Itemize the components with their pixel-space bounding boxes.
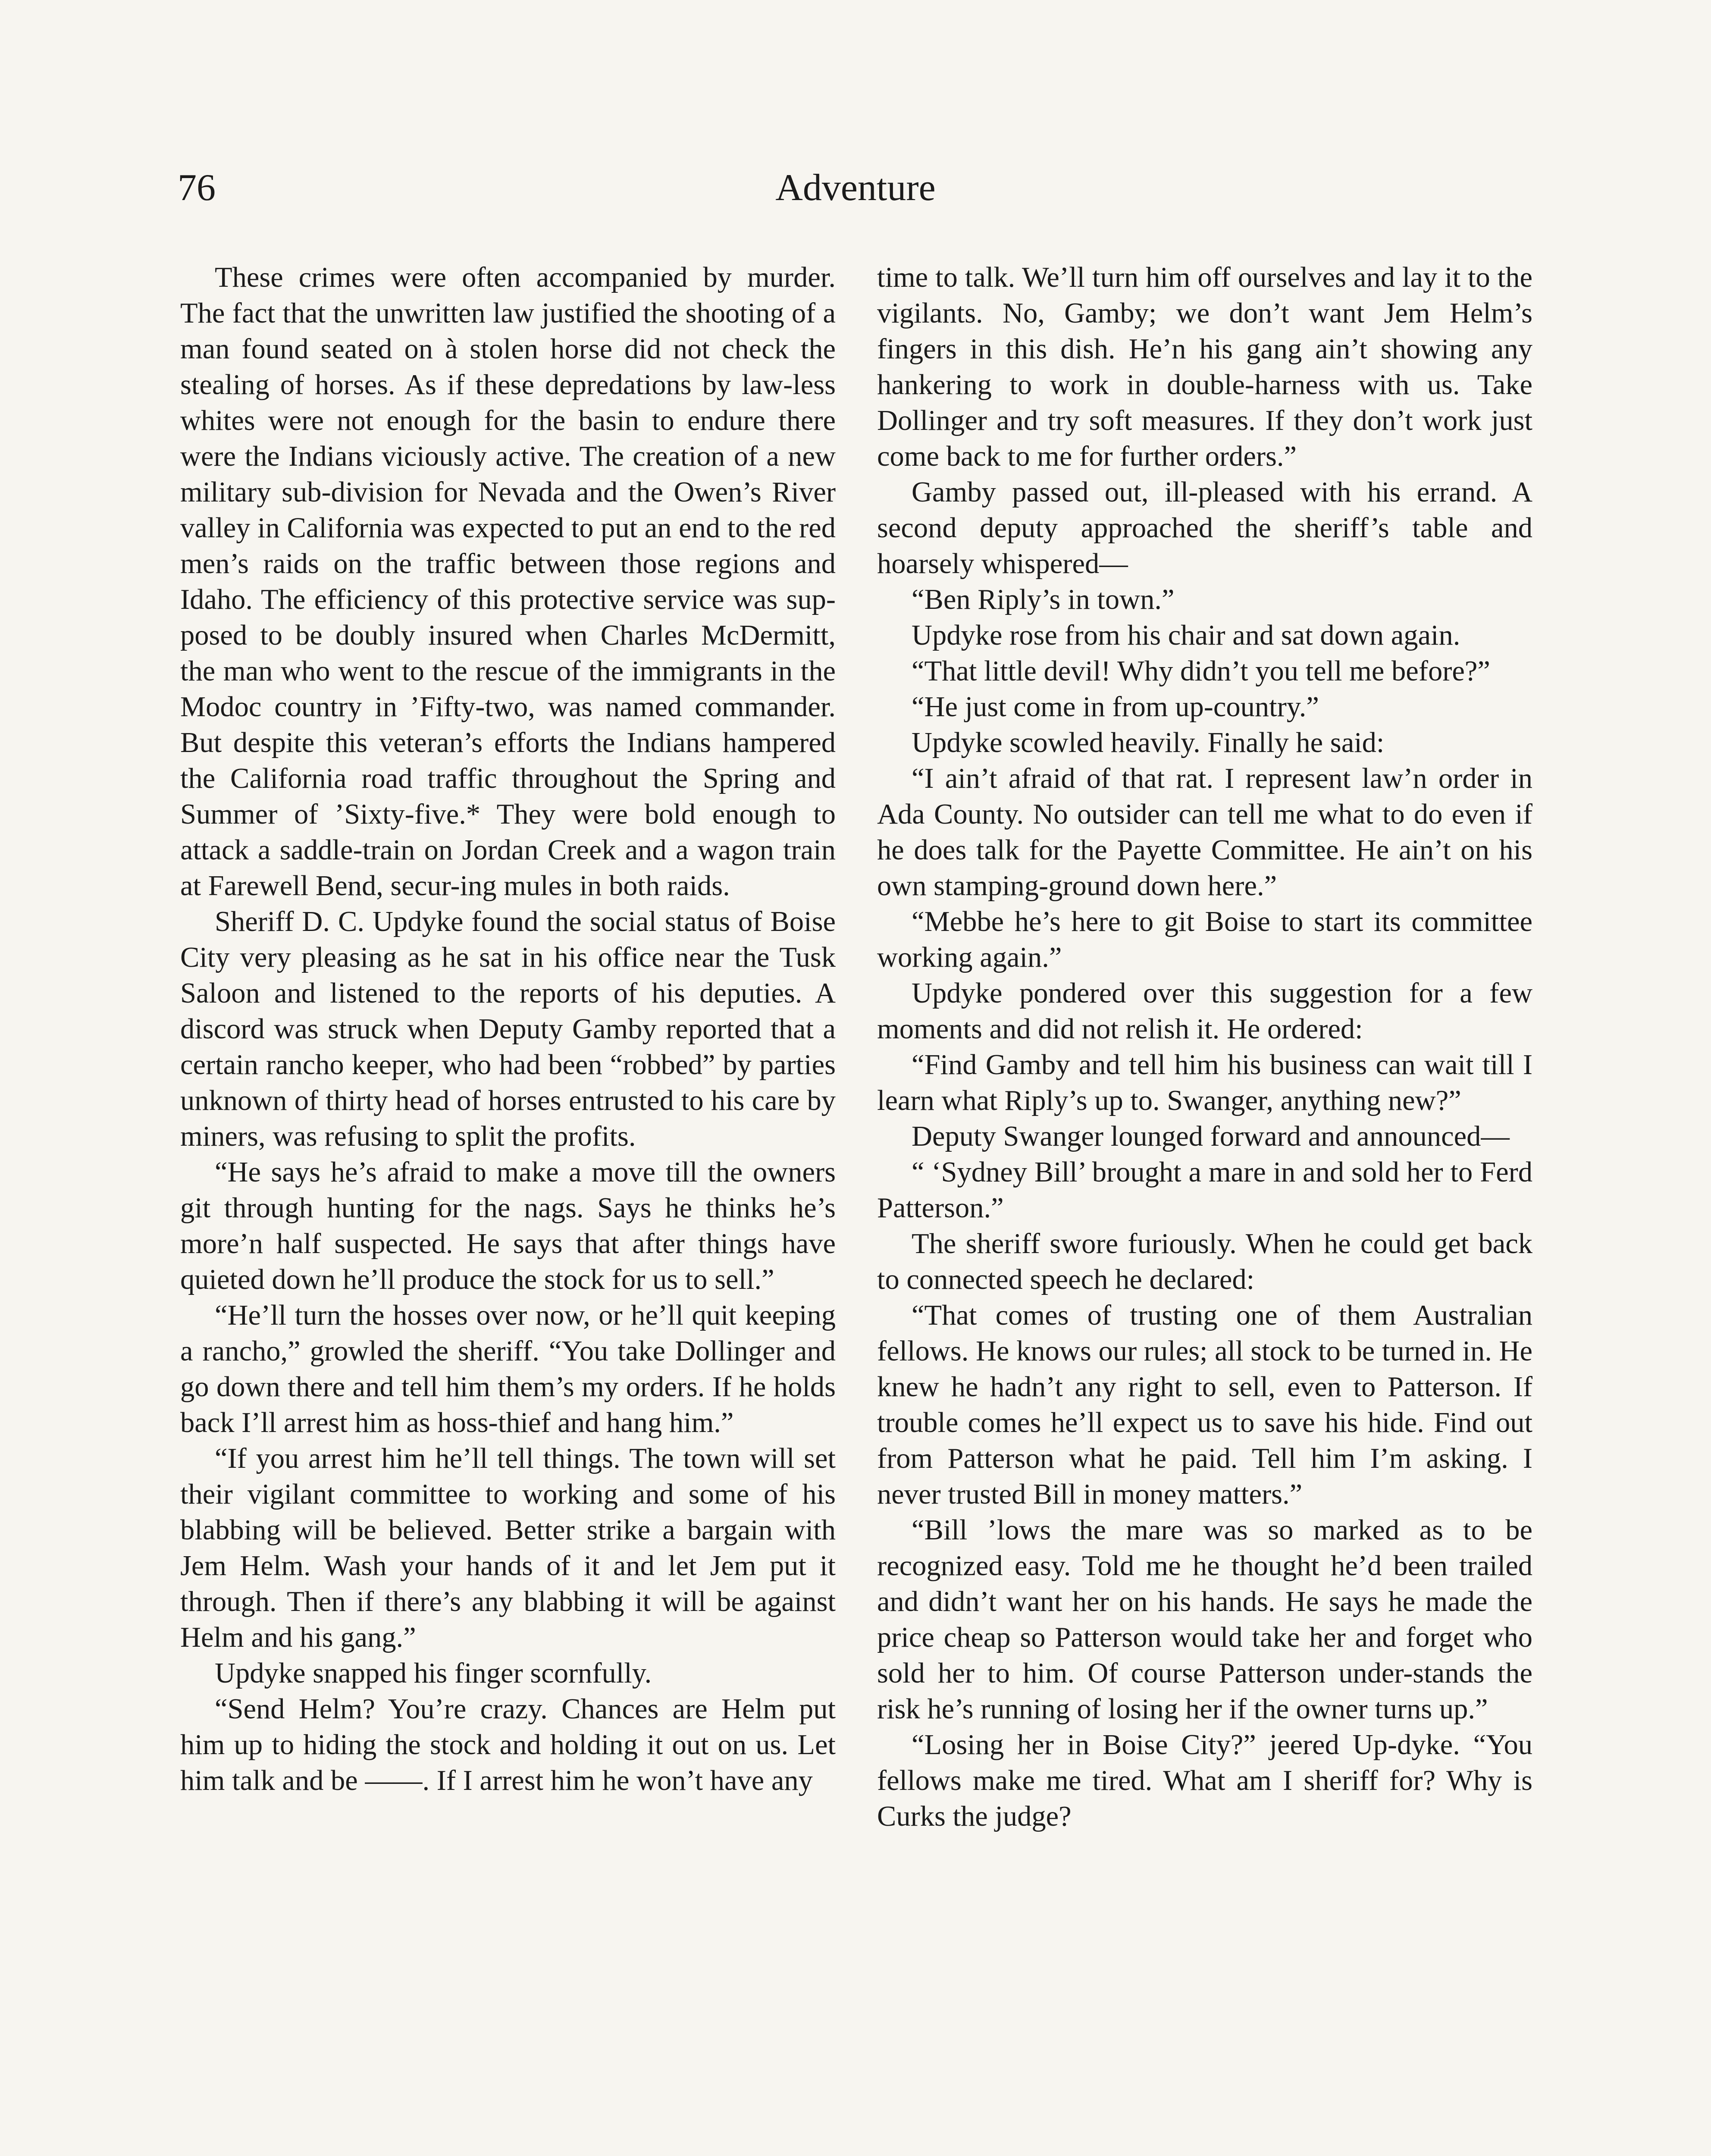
- left-column: [180, 260, 836, 1799]
- paragraph: Updyke rose from his chair and sat down again.: [912, 620, 1460, 651]
- paragraph: Updyke snapped his finger scornfully.: [215, 1658, 652, 1689]
- paragraph: Gamby passed out, ill-pleased with his errand. A second deputy approached the sheriff’s table and hoarsely whispered—: [877, 476, 1532, 580]
- paragraph: “If you arrest him he’ll tell things. The town will set their vigilant committee to working and some of his blabbing will be believed. Better strike a bargain with Jem Helm. Wash your hands of it and let Jem put it through. Then if there’s any blabbing it will be against Helm and his gang.”: [180, 1443, 836, 1653]
- paragraph: Deputy Swanger lounged forward and announced—: [912, 1121, 1510, 1152]
- running-head-title: Adventure: [775, 167, 936, 209]
- paragraph: “ ‘Sydney Bill’ brought a mare in and sold her to Ferd Patterson.”: [877, 1156, 1532, 1224]
- right-column: [877, 260, 1532, 1834]
- paragraph: “Bill ’lows the mare was so marked as to be recognized easy. Told me he thought he’d been trailed and didn’t want her on his hands. He says he made the price cheap so Patterson would take her and forget who sold her to him. Of course Patterson under-stands the risk he’s running of losing her if the owner turns up.”: [877, 1514, 1532, 1725]
- paragraph: Sheriff D. C. Updyke found the social status of Boise City very pleasing as he sat in his office near the Tusk Saloon and listened to the reports of his deputies. A discord was struck when Deputy Gamby reported that a certain rancho keeper, who had been “robbed” by parties unknown of thirty head of horses entrusted to his care by miners, was refusing to split the profits.: [180, 906, 836, 1152]
- paragraph: Updyke pondered over this suggestion for a few moments and did not relish it. He ordered:: [877, 978, 1532, 1045]
- paragraph: Updyke scowled heavily. Finally he said:: [912, 727, 1385, 758]
- paragraph: “He says he’s afraid to make a move till the owners git through hunting for the nags. Says he thinks he’s more’n half suspected. He says that after things have quieted down he’ll produce the stock for us to sell.”: [180, 1156, 836, 1295]
- paragraph: “That comes of trusting one of them Australian fellows. He knows our rules; all stock to be turned in. He knew he hadn’t any right to sell, even to Patterson. If trouble comes he’ll expect us to save his hide. Find out from Patterson what he paid. Tell him I’m asking. I never trusted Bill in money matters.”: [877, 1300, 1532, 1510]
- paragraph: “Find Gamby and tell him his business can wait till I learn what Riply’s up to. Swanger, anything new?”: [877, 1049, 1532, 1116]
- page-number: 76: [178, 167, 216, 209]
- paragraph: The sheriff swore furiously. When he could get back to connected speech he declared:: [877, 1228, 1532, 1295]
- paragraph: “That little devil! Why didn’t you tell me before?”: [912, 655, 1490, 687]
- paragraph: “I ain’t afraid of that rat. I represent law’n order in Ada County. No outsider can tell me what to do even if he does talk for the Payette Committee. He ain’t on his own stamping-ground down here.”: [877, 763, 1532, 902]
- paragraph: “Ben Riply’s in town.”: [912, 584, 1175, 615]
- paragraph: “Send Helm? You’re crazy. Chances are Helm put him up to hiding the stock and holding it out on us. Let him talk and be ——. If I arrest him he won’t have any: [180, 1693, 836, 1796]
- paragraph: “He’ll turn the hosses over now, or he’ll quit keeping a rancho,” growled the sheriff. “You take Dollinger and go down there and tell him them’s my orders. If he holds back I’ll arrest him as hoss-thief and hang him.”: [180, 1300, 836, 1438]
- paragraph-continuation: time to talk. We’ll turn him off ourselves and lay it to the vigilants. No, Gamby; we don’t want Jem Helm’s fingers in this dish. He’n his gang ain’t showing any hankering to work in double-harness with us. Take Dollinger and try soft measures. If they don’t work just come back to me for further orders.”: [877, 262, 1532, 472]
- paragraph: “He just come in from up-country.”: [912, 691, 1319, 723]
- paragraph: These crimes were often accompanied by murder. The fact that the unwritten law justified the shooting of a man found seated on à stolen horse did not check the stealing of horses. As if these depredations by law-less whites were not enough for the basin to endure there were the Indians viciously active. The creation of a new military sub-division for Nevada and the Owen’s River valley in California was expected to put an end to the red men’s raids on the traffic between those regions and Idaho. The efficiency of this protective service was sup-posed to be doubly insured when Charles McDermitt, the man who went to the rescue of the immigrants in the Modoc country in ’Fifty-two, was named commander. But despite this veteran’s efforts the Indians hampered the California road traffic throughout the Spring and Summer of ’Sixty-five.* They were bold enough to attack a saddle-train on Jordan Creek and a wagon train at Farewell Bend, secur-ing mules in both raids.: [180, 262, 836, 902]
- paragraph: “Losing her in Boise City?” jeered Up-dyke. “You fellows make me tired. What am I sheriff for? Why is Curks the judge?: [877, 1729, 1532, 1832]
- paragraph: “Mebbe he’s here to git Boise to start its committee working again.”: [877, 906, 1532, 973]
